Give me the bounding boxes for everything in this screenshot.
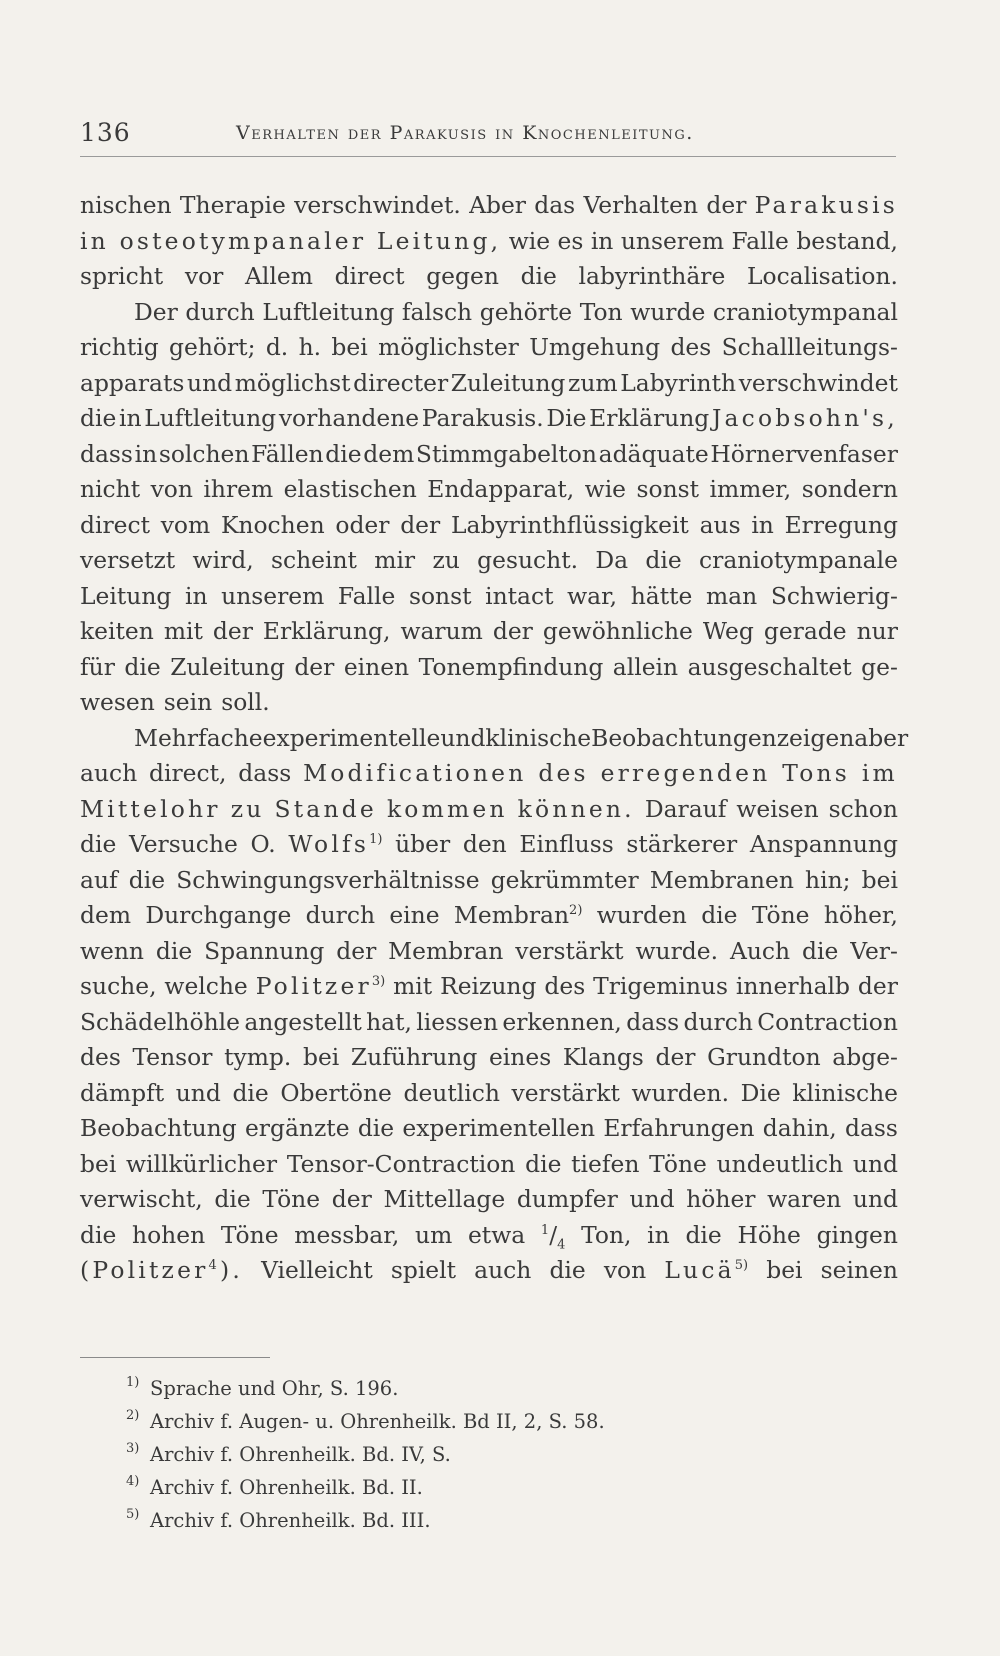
text-line: Mittelohr zu Stande kommen können. Darauf weisen schon bbox=[80, 792, 898, 828]
emphasis-spaced: können. bbox=[517, 794, 635, 823]
emphasis-spaced: Jacobsohn's, bbox=[711, 404, 898, 432]
text-line: bei willkürlicher Tensor-Contraction die tiefen Töne undeutlich und bbox=[80, 1149, 898, 1178]
page-number: 136 bbox=[80, 118, 131, 147]
text-line: dass in solchen Fällen die dem Stimmgabelton adäquate Hörnervenfaser bbox=[80, 439, 898, 468]
text-line: dem Durchgange durch eine Membran$^{2)}$ wurden die Töne höher, bbox=[80, 901, 898, 929]
emphasis-spaced: (Politzer$^4$). bbox=[80, 1256, 243, 1284]
footnote-separator bbox=[80, 1357, 270, 1358]
text-line: des Tensor tymp. bei Zuführung eines Klangs der Grundton abge- bbox=[80, 1043, 898, 1071]
emphasis-spaced: Tons bbox=[782, 759, 850, 787]
footnote-ref: 3) bbox=[371, 974, 386, 989]
emphasis-spaced: Parakusis bbox=[754, 191, 898, 219]
text-line: Schädelhöhle angestellt hat, liessen erkennen, dass durch Contraction bbox=[80, 1007, 898, 1036]
footnote-text: Archiv f. Ohrenheilk. Bd. III. bbox=[150, 1509, 431, 1532]
footnote-text: Archiv f. Ohrenheilk. Bd. IV, S. bbox=[150, 1443, 451, 1466]
text-line: nicht von ihrem elastischen Endapparat, wie sonst immer, sondern bbox=[80, 475, 898, 503]
footnote-mark: 5) bbox=[126, 1507, 140, 1522]
text-line: auf die Schwingungsverhältnisse gekrümmter Membranen hin; bei bbox=[80, 865, 898, 894]
footnote-mark: 3) bbox=[126, 1441, 140, 1456]
text-line: richtig gehört; d. h. bei möglichster Umgehung des Schallleitungs- bbox=[80, 333, 898, 361]
footnote-ref: 1) bbox=[369, 832, 383, 847]
emphasis-spaced: im bbox=[861, 759, 898, 787]
text-line: verwischt, die Töne der Mittellage dumpfer und höher waren und bbox=[80, 1185, 898, 1213]
text-line: apparats und möglichst directer Zuleitung zum Labyrinth verschwindet bbox=[80, 368, 898, 397]
emphasis-spaced: des bbox=[538, 759, 589, 787]
footnote bbox=[80, 1438, 780, 1471]
footnote-text: Sprache und Ohr, S. 196. bbox=[150, 1377, 399, 1400]
emphasis-spaced: zu bbox=[230, 794, 265, 823]
text-line: Beobachtung ergänzte die experimentellen Erfahrungen dahin, dass bbox=[80, 1114, 898, 1142]
footnote-mark: 4) bbox=[126, 1474, 140, 1489]
text-line: direct vom Knochen oder der Labyrinthflüssigkeit aus in Erregung bbox=[80, 510, 898, 539]
text-line: spricht vor Allem direct gegen die labyrinthäre Localisation. bbox=[80, 262, 898, 290]
body-text bbox=[80, 188, 909, 1289]
footnote-ref: 4 bbox=[208, 1258, 220, 1273]
text-line: keiten mit der Erklärung, warum der gewöhnliche Weg gerade nur bbox=[80, 617, 898, 645]
text-line: Mehrfache experimentelle und klinische Beobachtungen zeigen aber bbox=[134, 723, 909, 752]
emphasis-spaced: Modificationen bbox=[303, 759, 527, 787]
text-line: Leitung in unserem Falle sonst intact war, hätte man Schwierig- bbox=[80, 581, 898, 610]
footnote-ref: 5) bbox=[734, 1258, 749, 1273]
footnote-ref: 2) bbox=[569, 903, 583, 918]
emphasis-spaced: Lucä bbox=[664, 1256, 735, 1284]
footnote bbox=[80, 1405, 780, 1438]
text-line: die hohen Töne messbar, um etwa $^1/_4$ Ton, in die Höhe gingen bbox=[80, 1218, 898, 1254]
page-header bbox=[80, 112, 896, 157]
emphasis-spaced: Stande bbox=[274, 794, 377, 823]
text-line: in osteotympanaler Leitung, wie es in unserem Falle bestand, bbox=[80, 224, 898, 260]
footnote bbox=[80, 1471, 780, 1504]
emphasis-spaced: in osteotympanaler Leitung, bbox=[80, 226, 502, 255]
footnote-text: Archiv f. Ohrenheilk. Bd. II. bbox=[150, 1476, 423, 1499]
footnote-mark: 1) bbox=[126, 1375, 140, 1390]
text-line: wesen sein soll. bbox=[80, 688, 270, 716]
text-line: für die Zuleitung der einen Tonempfindung allein ausgeschaltet ge- bbox=[80, 652, 898, 681]
emphasis-spaced: Politzer bbox=[255, 972, 372, 1000]
fraction-quarter: $^1/_4$ bbox=[540, 1220, 566, 1253]
text-line: die Versuche O. Wolfs$^{1)}$ über den Einfluss stärkerer Anspannung bbox=[80, 830, 898, 858]
text-line: auch direct, dass Modificationen des erregenden Tons im bbox=[80, 756, 898, 792]
footnotes bbox=[80, 1372, 780, 1537]
text-line: die in Luftleitung vorhandene Parakusis. Die Erklärung Jacobsohn's, bbox=[80, 401, 898, 437]
text-line: Der durch Luftleitung falsch gehörte Ton wurde craniotympanal bbox=[134, 297, 898, 326]
text-line: (Politzer$^4$). Vielleicht spielt auch die von Lucä$^{5)}$ bei seinen bbox=[80, 1253, 898, 1289]
running-title: Verhalten der Parakusis in Knochenleitung. bbox=[236, 122, 694, 144]
text-line: dämpft und die Obertöne deutlich verstärkt wurden. Die klinische bbox=[80, 1078, 898, 1107]
text-line: wenn die Spannung der Membran verstärkt wurde. Auch die Ver- bbox=[80, 936, 898, 965]
emphasis-spaced: Mittelohr bbox=[80, 794, 221, 823]
emphasis-spaced: erregenden bbox=[600, 759, 771, 787]
footnote-mark: 2) bbox=[126, 1408, 140, 1423]
emphasis-spaced: Wolfs bbox=[288, 830, 370, 858]
footnote-text: Archiv f. Augen- u. Ohrenheilk. Bd II, 2, S. 58. bbox=[150, 1410, 605, 1433]
text-line: versetzt wird, scheint mir zu gesucht. Da die craniotympanale bbox=[80, 546, 898, 574]
emphasis-spaced: kommen bbox=[386, 794, 508, 823]
footnote bbox=[80, 1372, 780, 1405]
text-line: suche, welche Politzer$^{3)}$ mit Reizung des Trigeminus innerhalb der bbox=[80, 972, 898, 1000]
text-line: nischen Therapie verschwindet. Aber das Verhalten der Parakusis bbox=[80, 188, 898, 224]
footnote bbox=[80, 1504, 780, 1537]
